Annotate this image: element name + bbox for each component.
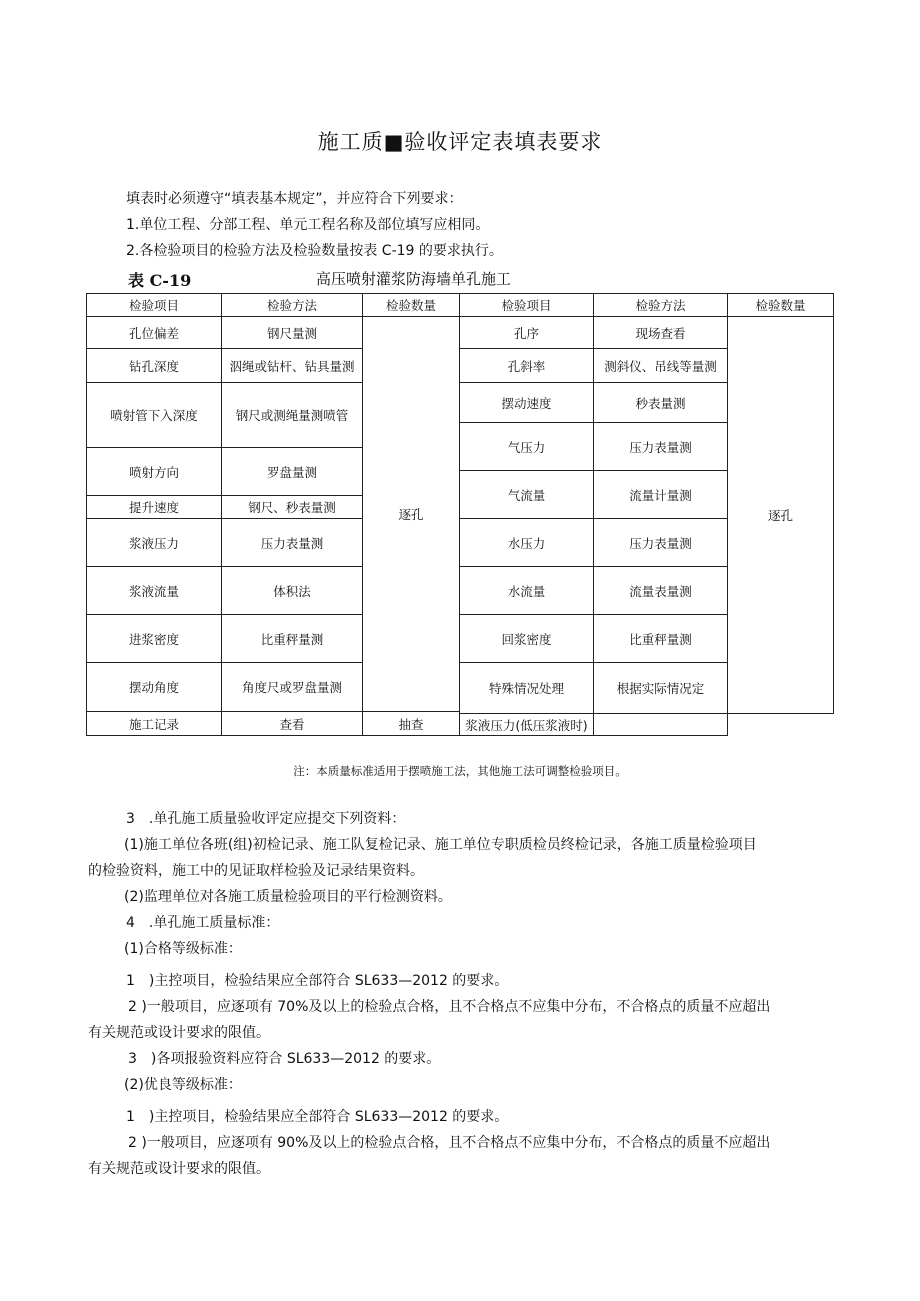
table-row [87, 615, 834, 663]
right-item-cell: 浆液压力(低压浆液时) [460, 714, 594, 736]
left-item-cell: 钻孔深度 [87, 349, 222, 383]
left-method-cell: 泅绳或钻杆、钻具量测 [222, 349, 363, 383]
right-method-cell: 压力表量测 [594, 423, 728, 471]
excellent-item-2-cont: 有关规范或设计要求的限值。 [88, 1161, 270, 1177]
intro-line-2: 1.单位工程、分部工程、单元工程名称及部位填写应相同。 [126, 217, 490, 233]
left-item-cell: 孔位偏差 [87, 317, 222, 349]
left-item-cell: 喷射管下入深度 [87, 383, 222, 448]
right-item-cell: 孔斜率 [460, 349, 594, 383]
right-method-cell: 压力表量测 [594, 519, 728, 567]
right-item-cell: 气流量 [460, 471, 594, 519]
section-3-item-1-cont: 的检验资料，施工中的见证取样检验及记录结果资料。 [88, 863, 424, 879]
left-item-cell: 浆液流量 [87, 567, 222, 615]
right-item-cell: 回浆密度 [460, 615, 594, 663]
left-count-cell: 抽查 [363, 712, 460, 736]
table-row [87, 663, 834, 712]
left-method-cell: 角度尺或罗盘量测 [222, 663, 363, 712]
table-row [87, 567, 834, 615]
table-row [87, 317, 834, 349]
qualified-title: (1)合格等级标准： [124, 941, 242, 957]
excellent-item-2: 2 )一般项目，应逐项有 90%及以上的检验点合格，且不合格点不应集中分布，不合格点的质量不应超出 [128, 1135, 771, 1151]
left-item-cell: 浆液压力 [87, 519, 222, 567]
qualified-item-2-cont: 有关规范或设计要求的限值。 [88, 1025, 270, 1041]
header-cell: 检验项目 [87, 294, 222, 317]
excellent-item-1: 1 )主控项目，检验结果应全部符合 SL633—2012 的要求。 [126, 1109, 509, 1125]
table-row [87, 519, 834, 567]
left-method-cell: 压力表量测 [222, 519, 363, 567]
header-cell: 检验项目 [460, 294, 594, 317]
table-label: 表 C-19 [128, 271, 192, 290]
right-item-cell: 特殊情况处理 [460, 663, 594, 714]
left-method-cell: 比重秤量测 [222, 615, 363, 663]
right-method-cell: 流量表量测 [594, 567, 728, 615]
left-method-cell: 钢尺量测 [222, 317, 363, 349]
page-title: 施工质■验收评定表填表要求 [317, 130, 603, 154]
right-item-cell: 孔序 [460, 317, 594, 349]
table-title: 高压喷射灌浆防海墙单孔施工 [316, 270, 512, 288]
header-cell: 检验数量 [363, 294, 460, 317]
right-method-cell [594, 714, 728, 736]
left-method-cell: 体积法 [222, 567, 363, 615]
left-item-cell: 摆动角度 [87, 663, 222, 712]
right-item-cell: 水压力 [460, 519, 594, 567]
table-note: 注：本质量标准适用于摆喷施工法，其他施工法可调整检验项目。 [293, 764, 627, 778]
left-method-cell: 罗盘量测 [222, 448, 363, 496]
right-method-cell: 现场查看 [594, 317, 728, 349]
left-count-cell: 逐孔 [363, 317, 460, 712]
left-item-cell: 施工记录 [87, 712, 222, 736]
qualified-item-3: 3 )各项报验资料应符合 SL633—2012 的要求。 [128, 1051, 441, 1067]
qualified-item-1: 1 )主控项目，检验结果应全部符合 SL633—2012 的要求。 [126, 973, 509, 989]
table-header-row [87, 294, 834, 317]
right-method-cell: 根据实际情况定 [594, 663, 728, 714]
right-item-cell: 水流量 [460, 567, 594, 615]
table-row [87, 349, 834, 383]
right-item-cell: 气压力 [460, 423, 594, 471]
excellent-title: (2)优良等级标准： [124, 1077, 242, 1093]
header-cell: 检验方法 [222, 294, 363, 317]
table-row [87, 383, 834, 423]
section-3-item-1: (1)施工单位各班(组)初检记录、施工队复检记录、施工单位专职质检员终检记录，各施工质量检验项目 [124, 837, 757, 853]
header-cell: 检验数量 [728, 294, 834, 317]
inspection-table [86, 293, 834, 736]
intro-line-3: 2.各检验项目的检验方法及检验数量按表 C-19 的要求执行。 [126, 243, 503, 259]
left-method-cell: 钢尺或测绳量测喷管 [222, 383, 363, 448]
left-item-cell: 喷射方向 [87, 448, 222, 496]
right-method-cell: 流量计量测 [594, 471, 728, 519]
section-4-title: 4 .单孔施工质量标准： [126, 915, 280, 931]
left-method-cell: 查看 [222, 712, 363, 736]
section-3-item-2: (2)监理单位对各施工质量检验项目的平行检测资料。 [124, 889, 452, 905]
left-method-cell: 钢尺、秒表量测 [222, 496, 363, 519]
right-method-cell: 测斜仪、吊线等量测 [594, 349, 728, 383]
header-cell: 检验方法 [594, 294, 728, 317]
right-item-cell: 摆动速度 [460, 383, 594, 423]
right-count-cell: 逐孔 [728, 317, 834, 714]
section-3-title: 3 .单孔施工质量验收评定应提交下列资料： [126, 811, 406, 827]
left-item-cell: 提升速度 [87, 496, 222, 519]
qualified-item-2: 2 )一般项目，应逐项有 70%及以上的检验点合格，且不合格点不应集中分布，不合格点的质量不应超出 [128, 999, 771, 1015]
intro-line-1: 填表时必须遵守“填表基本规定”，并应符合下列要求： [126, 191, 463, 207]
left-item-cell: 进浆密度 [87, 615, 222, 663]
right-method-cell: 秒表量测 [594, 383, 728, 423]
right-method-cell: 比重秤量测 [594, 615, 728, 663]
